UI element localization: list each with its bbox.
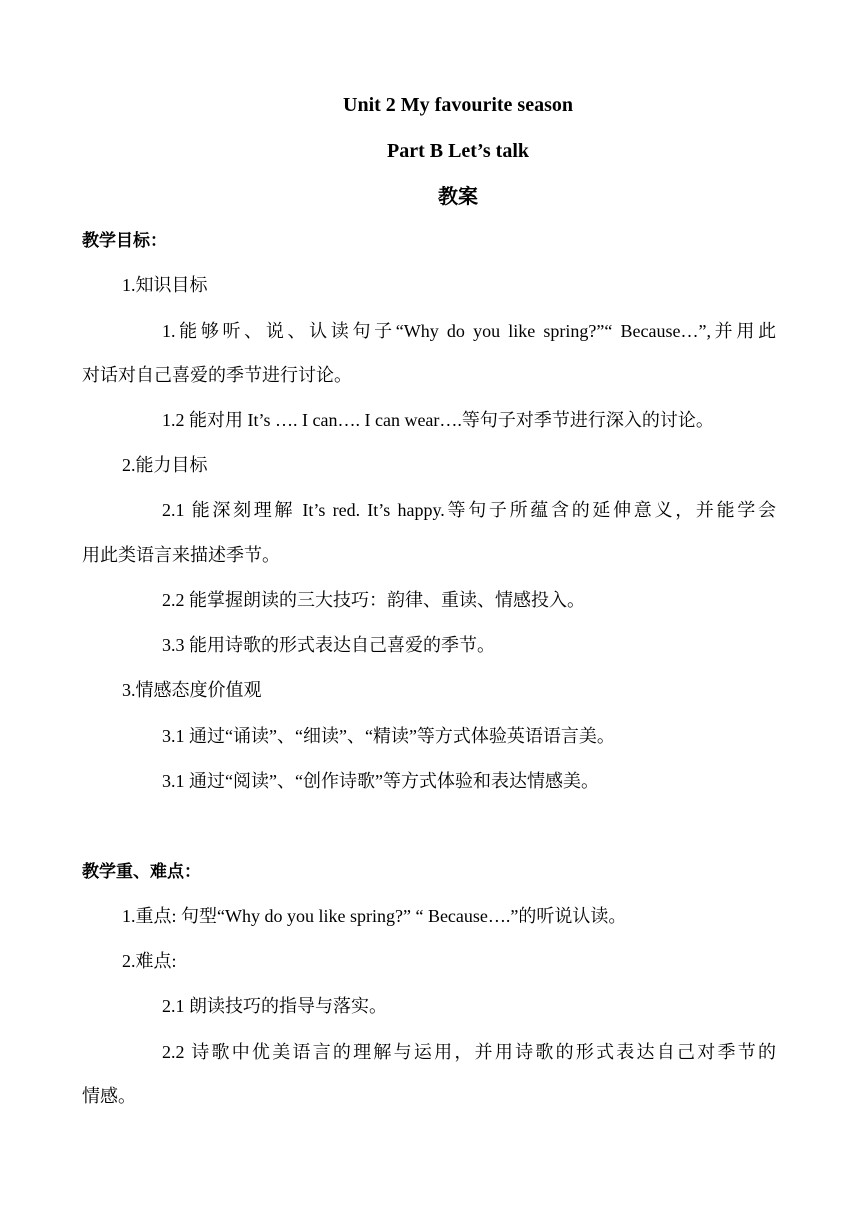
knowledge-item-2: 1.2 能对用 It’s …. I can…. I can wear….等句子对季节进行深入的讨论。	[162, 410, 714, 430]
ability-goal-label: 2.能力目标	[122, 455, 208, 475]
difficult-item-2-line-2: 情感。	[82, 1086, 136, 1106]
knowledge-goal-label: 1.知识目标	[122, 275, 208, 295]
emotion-goal-label: 3.情感态度价值观	[122, 680, 262, 700]
objectives-heading: 教学目标：	[82, 231, 167, 251]
knowledge-item-1-line-1: 1.能够听、说、认读句子“Why do you like spring?”“ Because…”,并用此	[162, 321, 776, 341]
title-part: Part B Let’s talk	[386, 140, 529, 162]
difficult-item-1: 2.1 朗读技巧的指导与落实。	[162, 996, 387, 1016]
knowledge-item-1-line-2: 对话对自己喜爱的季节进行讨论。	[82, 365, 352, 385]
ability-item-1-line-2: 用此类语言来描述季节。	[82, 545, 280, 565]
difficult-item-2-line-1: 2.2 诗歌中优美语言的理解与运用，并用诗歌的形式表达自己对季节的	[162, 1042, 776, 1062]
difficult-point-label: 2.难点:	[122, 951, 177, 971]
title-unit: Unit 2 My favourite season	[343, 94, 573, 116]
emotion-item-1: 3.1 通过“诵读”、“细读”、“精读”等方式体验英语语言美。	[162, 726, 615, 746]
ability-item-1-line-1: 2.1 能深刻理解 It’s red. It’s happy.等句子所蕴含的延伸意义，并能学会	[162, 500, 776, 520]
title-lesson-plan: 教案	[438, 184, 478, 208]
emotion-item-2: 3.1 通过“阅读”、“创作诗歌”等方式体验和表达情感美。	[162, 771, 599, 791]
key-points-heading: 教学重、难点：	[82, 862, 201, 882]
ability-item-2: 2.2 能掌握朗读的三大技巧：韵律、重读、情感投入。	[162, 590, 585, 610]
ability-item-3: 3.3 能用诗歌的形式表达自己喜爱的季节。	[162, 635, 495, 655]
key-point: 1.重点: 句型“Why do you like spring?” “ Because….”的听说认读。	[122, 906, 627, 926]
